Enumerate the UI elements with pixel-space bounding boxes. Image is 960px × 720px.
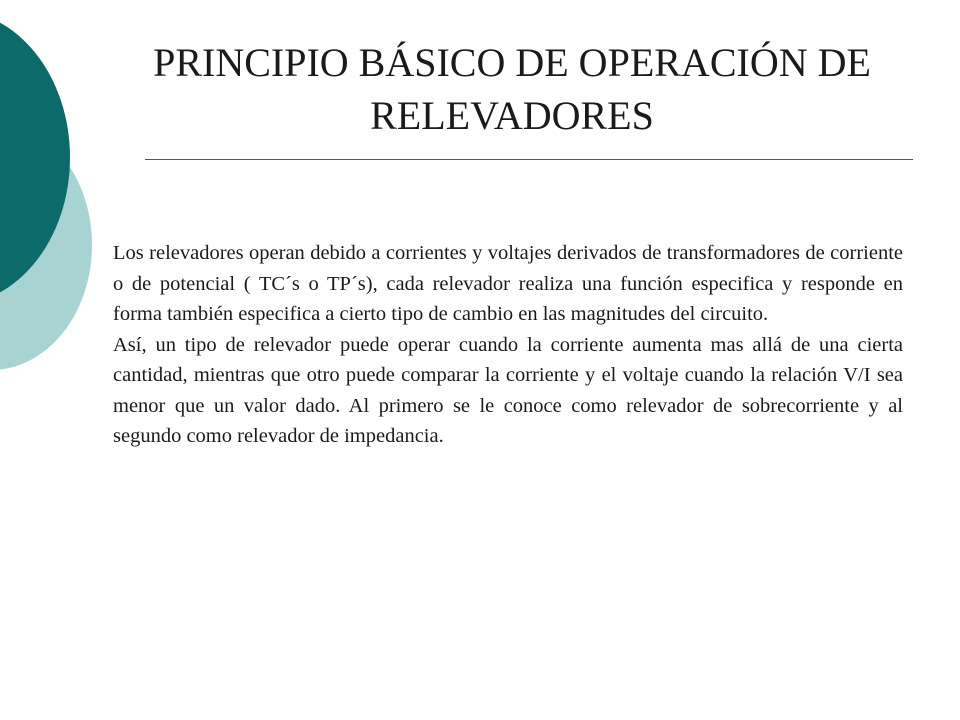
decorative-circles <box>0 0 110 380</box>
title-divider <box>145 159 913 160</box>
body-paragraph-1: Los relevadores operan debido a corrientes y voltajes derivados de transformadores de corriente o de potencial ( TC´s o TP´s), cada relevador realiza una función especifica y responde en forma también especifica a cierto tipo de cambio en las magnitudes del circuito. <box>113 242 903 325</box>
slide-body <box>113 238 903 452</box>
body-paragraph-2: Así, un tipo de relevador puede operar cuando la corriente aumenta mas allá de una cierta cantidad, mientras que otro puede comparar la corriente y el voltaje cuando la relación V/I sea menor que un valor dado. Al primero se le conoce como relevador de sobrecorriente y al segundo como relevador de impedancia. <box>113 333 903 447</box>
slide-title: PRINCIPIO BÁSICO DE OPERACIÓN DE RELEVADORES <box>153 40 871 138</box>
